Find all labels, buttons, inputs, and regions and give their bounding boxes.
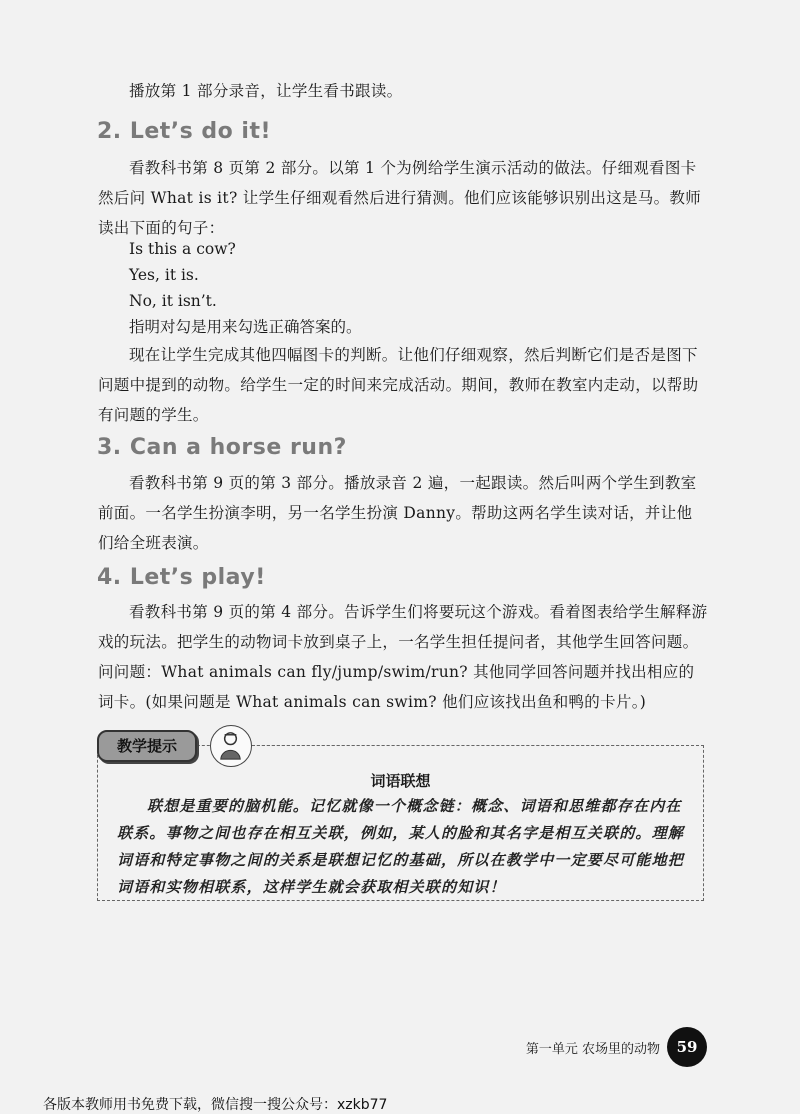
teacher-illustration-icon: [211, 726, 250, 765]
teaching-tip-tab: 教学提示: [97, 730, 197, 762]
section2-heading: 2. Let’s do it!: [97, 119, 272, 144]
intro-text: 播放第 1 部分录音，让学生看书跟读。: [129, 82, 403, 100]
teaching-tip-divider: [252, 745, 704, 746]
download-notice: 各版本教师用书免费下载，微信搜一搜公众号：xzkb77: [43, 1097, 388, 1113]
section2-paragraph2: 现在让学生完成其他四幅图卡的判断。让他们仔细观察，然后判断它们是否是图下问题中提到的动物。给学生一定的时间来完成活动。期间，教师在教室内走动，以帮助有问题的学生。: [98, 346, 699, 424]
section2-line-2: Yes, it is.: [129, 266, 199, 284]
teacher-icon: [210, 725, 252, 767]
page-number-badge: 59: [667, 1027, 707, 1067]
section4-paragraph: 看教科书第 9 页的第 4 部分。告诉学生们将要玩这个游戏。看着图表给学生解释游戏的玩法。把学生的动物词卡放到桌子上，一名学生担任提问者，其他学生回答问题。问问题：What animals can fly/jump/swim/run? 其他同学回答问题并找出相应的词卡。(如果问题是 What animals can swim? 他们应该找出鱼和鸭的卡片。): [98, 603, 708, 711]
footer-unit-title: 第一单元 农场里的动物: [525, 1042, 660, 1057]
section2-paragraph1: 看教科书第 8 页第 2 部分。以第 1 个为例给学生演示活动的做法。仔细观看图卡然后问 What is it? 让学生仔细观看然后进行猜测。他们应该能够识别出这是马。教师读出下面的句子：: [98, 159, 702, 237]
section2-line-1: Is this a cow?: [129, 240, 236, 258]
teaching-tip-title: 词语联想: [370, 772, 431, 790]
section3-paragraph: 看教科书第 9 页的第 3 部分。播放录音 2 遍，一起跟读。然后叫两个学生到教室前面。一名学生扮演李明，另一名学生扮演 Danny。帮助这两名学生读对话，并让他们给全班表演。: [98, 474, 697, 552]
section3-heading: 3. Can a horse run?: [97, 435, 347, 460]
teaching-tip-text: 联想是重要的脑机能。记忆就像一个概念链：概念、词语和思维都存在内在联系。事物之间也存在相互关联，例如，某人的脸和其名字是相互关联的。理解词语和特定事物之间的关系是联想记忆的基础，所以在教学中一定要尽可能地把词语和实物相联系，这样学生就会获取相关联的知识！: [117, 797, 685, 896]
section2-line-4: 指明对勾是用来勾选正确答案的。: [129, 318, 362, 336]
section2-line-3: No, it isn’t.: [129, 292, 217, 310]
section4-heading: 4. Let’s play!: [97, 565, 266, 590]
